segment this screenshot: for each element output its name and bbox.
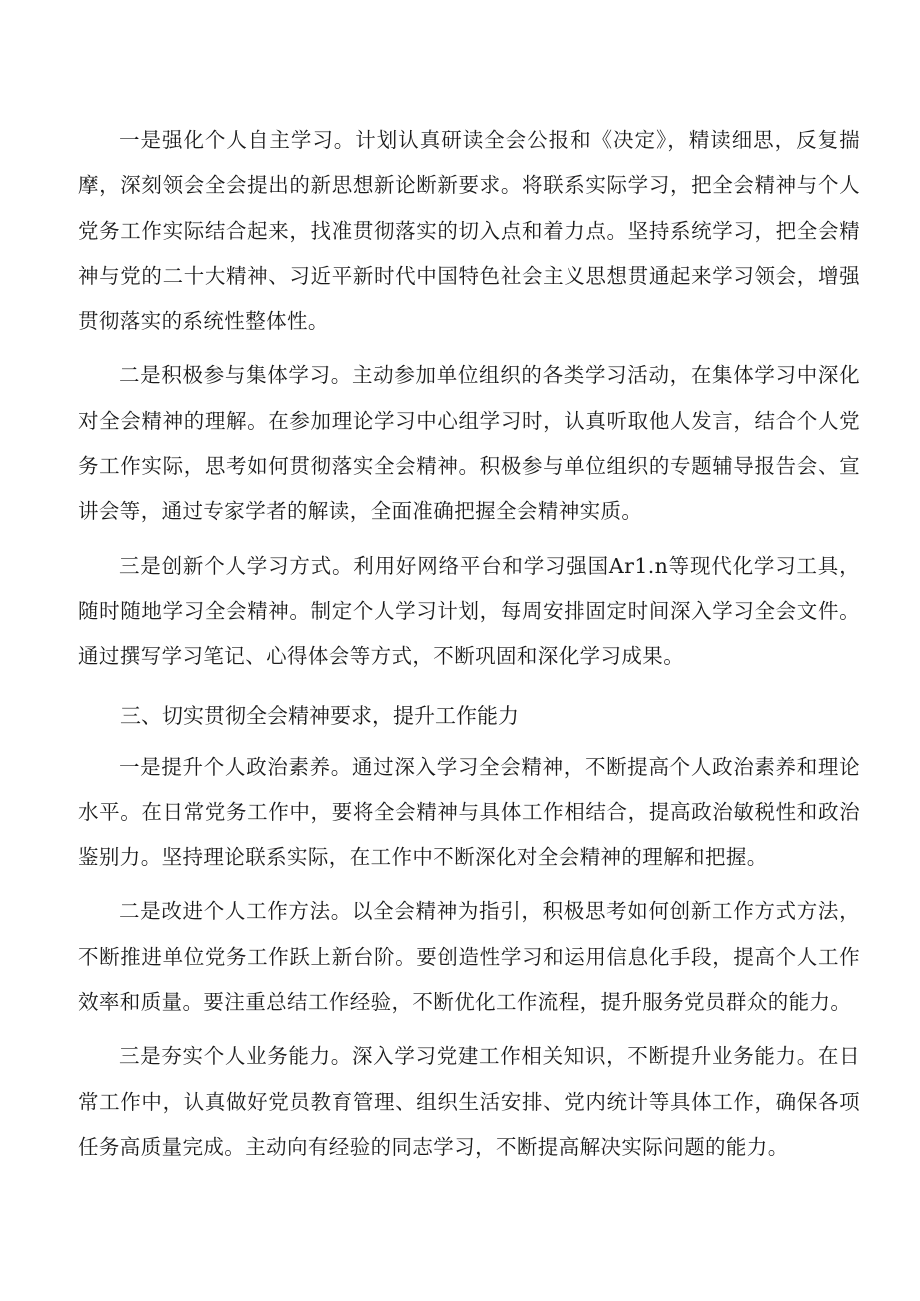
paragraph-business-skills: 三是夯实个人业务能力。深入学习党建工作相关知识，不断提升业务能力。在日常工作中，认真做好党员教育管理、组织生活安排、党内统计等具体工作，确保各项任务高质量完成。主动向有经验的同志学习，不断提高解决实际问题的能力。	[78, 1044, 860, 1159]
paragraph-group-study: 二是积极参与集体学习。主动参加单位组织的各类学习活动，在集体学习中深化对全会精神的理解。在参加理论学习中心组学习时，认真听取他人发言，结合个人党务工作实际，思考如何贯彻落实全会精神。积极参与单位组织的专题辅导报告会、宣讲会等，通过专家学者的解读，全面准确把握全会精神实质。	[78, 363, 860, 524]
paragraph-work-methods: 二是改进个人工作方法。以全会精神为指引，积极思考如何创新工作方式方法，不断推进单位党务工作跃上新台阶。要创造性学习和运用信息化手段，提高个人工作效率和质量。要注重总结工作经验，不断优化工作流程，提升服务党员群众的能力。	[78, 899, 860, 1015]
section-heading: 三、切实贯彻全会精神要求，提升工作能力	[120, 703, 519, 728]
paragraph-study-methods: 三是创新个人学习方式。利用好网络平台和学习强国Ar1.n等现代化学习工具，随时随地学习全会精神。制定个人学习计划，每周安排固定时间深入学习全会文件。通过撰写学习笔记、心得体会等方式，不断巩固和深化学习成果。	[78, 553, 860, 669]
paragraph-political-literacy: 一是提升个人政治素养。通过深入学习全会精神，不断提高个人政治素养和理论水平。在日常党务工作中，要将全会精神与具体工作相结合，提高政治敏税性和政治鉴别力。坚持理论联系实际，在工作中不断深化对全会精神的理解和把握。	[78, 754, 860, 870]
paragraph-self-study: 一是强化个人自主学习。计划认真研读全会公报和《决定》，精读细思，反复揣摩，深刻领会全会提出的新思想新论断新要求。将联系实际学习，把全会精神与个人党务工作实际结合起来，找准贯彻落实的切入点和着力点。坚持系统学习，把全会精神与党的二十大精神、习近平新时代中国特色社会主义思想贯通起来学习领会，增强贯彻落实的系统性整体性。	[78, 128, 860, 334]
